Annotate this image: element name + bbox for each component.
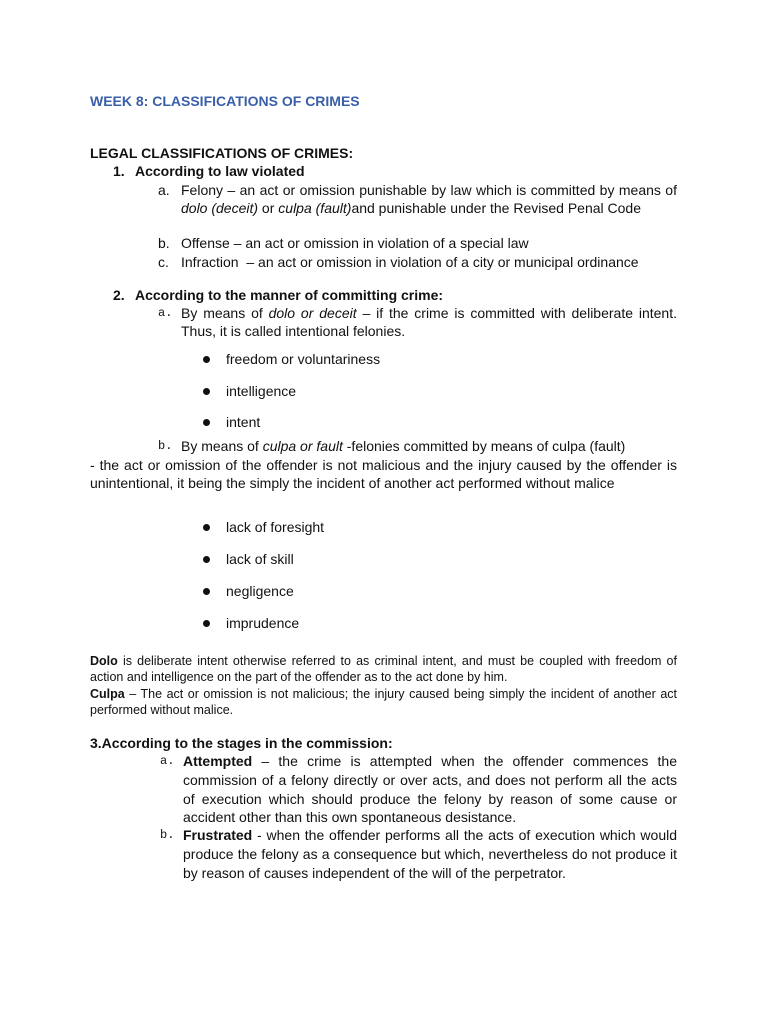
definition-culpa bbox=[90, 686, 677, 718]
stage-text: - when the offender performs all the acts of execution which would produce the felony as a consequence but which, nevertheless do not produce it by reason of causes independent of the will of the perpetrator. bbox=[183, 827, 677, 881]
section-heading-legal: LEGAL CLASSIFICATIONS OF CRIMES: bbox=[90, 145, 354, 161]
definition-term: Culpa bbox=[90, 687, 125, 701]
item-1a-text-part: and punishable under the Revised Penal Code bbox=[351, 200, 641, 216]
item-1b-marker: b. bbox=[158, 235, 170, 251]
bullet-dot bbox=[203, 556, 210, 563]
section-3-heading: 3.According to the stages in the commission: bbox=[90, 735, 393, 751]
item-2b-text-part: By means of bbox=[181, 438, 263, 454]
bullet-dot bbox=[203, 388, 210, 395]
stage-term: Attempted bbox=[183, 753, 253, 769]
definition-text: – The act or omission is not malicious; the injury caused being simply the incident of another act performed without malice. bbox=[90, 687, 677, 717]
item-3b-marker: b. bbox=[160, 828, 175, 842]
item-2a-text bbox=[181, 304, 677, 340]
bullet-label: freedom or voluntariness bbox=[226, 351, 381, 367]
section-2-number: 2. bbox=[113, 287, 125, 303]
definition-text: is deliberate intent otherwise referred to as criminal intent, and must be coupled with freedom of action and intelligence on the part of the offender as to the act done by him. bbox=[90, 654, 677, 684]
item-1a-text-part: Felony – an act or omission punishable by law which is committed by means of bbox=[181, 182, 677, 198]
section-1-heading: According to law violated bbox=[135, 163, 305, 179]
bullet-label: imprudence bbox=[226, 615, 300, 631]
item-1a-italic-dolo: dolo (deceit) bbox=[181, 200, 259, 216]
bullet-dot bbox=[203, 588, 210, 595]
stage-term: Frustrated bbox=[183, 827, 253, 843]
item-1a-marker: a. bbox=[158, 182, 170, 198]
bullet-label: intelligence bbox=[226, 383, 297, 399]
item-2a-marker: a. bbox=[158, 306, 173, 320]
item-1c-text: Infraction – an act or omission in violation of a city or municipal ordinance bbox=[181, 254, 639, 270]
page-title: WEEK 8: CLASSIFICATIONS OF CRIMES bbox=[90, 93, 360, 109]
bullet-label: intent bbox=[226, 414, 261, 430]
item-1a-text-part: or bbox=[258, 200, 279, 216]
item-1c-marker: c. bbox=[158, 254, 169, 270]
item-1b-text: Offense – an act or omission in violation of a special law bbox=[181, 235, 529, 251]
bullet-dot bbox=[203, 620, 210, 627]
item-2a-text-part: – if the crime is committed with deliberate intent. Thus, it is called intentional felonies. bbox=[181, 305, 677, 339]
bullet-label: negligence bbox=[226, 583, 294, 599]
stage-text: – the crime is attempted when the offender commences the commission of a felony directly or over acts, and does not perform all the acts of execution which should produce the felony by reason of some cause or accident other than this own spontaneous desistance. bbox=[183, 753, 677, 826]
item-2b-text bbox=[181, 437, 625, 455]
item-2b-paragraph: - the act or omission of the offender is not malicious and the injury caused by the offender is unintentional, it being the simply the incident of another act performed without malice bbox=[90, 457, 677, 491]
item-2b-italic-term: culpa or fault bbox=[262, 438, 343, 454]
section-1-number: 1. bbox=[113, 163, 125, 179]
item-2b-marker: b. bbox=[158, 439, 173, 453]
bullet-label: lack of foresight bbox=[226, 519, 325, 535]
section-2-heading: According to the manner of committing crime: bbox=[135, 287, 444, 303]
item-2b-text-part: -felonies committed by means of culpa (fault) bbox=[342, 438, 626, 454]
bullet-dot bbox=[203, 356, 210, 363]
item-2a-text-part: By means of bbox=[181, 305, 269, 321]
bullet-dot bbox=[203, 524, 210, 531]
item-1a-italic-culpa: culpa (fault) bbox=[278, 200, 352, 216]
item-3a-marker: a. bbox=[160, 754, 175, 768]
item-2a-italic-term: dolo or deceit bbox=[268, 305, 357, 321]
item-1a-text bbox=[181, 181, 677, 217]
item-3b-text bbox=[183, 826, 677, 882]
bullet-dot bbox=[203, 419, 210, 426]
definition-term: Dolo bbox=[90, 654, 118, 668]
definition-dolo bbox=[90, 653, 677, 685]
bullet-label: lack of skill bbox=[226, 551, 294, 567]
item-3a-text bbox=[183, 752, 677, 827]
